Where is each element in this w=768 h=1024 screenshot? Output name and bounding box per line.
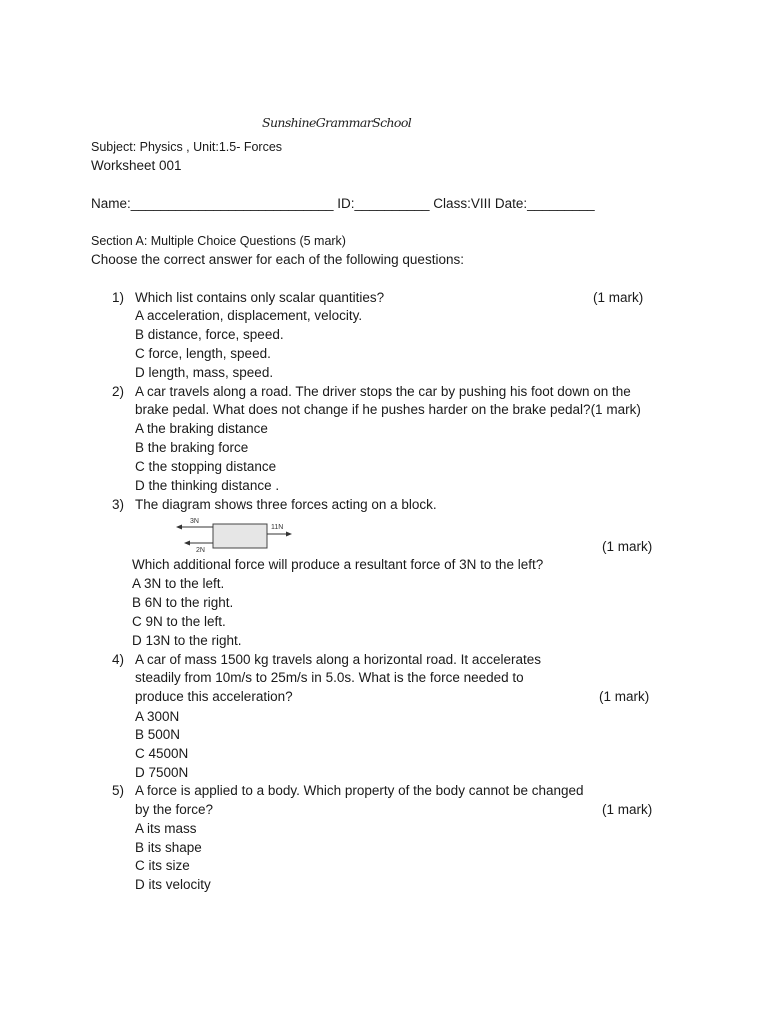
subject-line: Subject: Physics , Unit:1.5- Forces xyxy=(91,140,283,154)
question-number: 5) xyxy=(112,783,125,798)
option-d: D 13N to the right. xyxy=(132,633,242,648)
option-c: C 9N to the left. xyxy=(132,614,226,629)
option-a: A the braking distance xyxy=(135,421,268,436)
question-text: Which list contains only scalar quantities? xyxy=(135,290,385,305)
forces-diagram xyxy=(174,516,294,554)
option-b: B 6N to the right. xyxy=(132,595,234,610)
question-number: 3) xyxy=(112,497,125,512)
option-c: C its size xyxy=(135,858,190,873)
force-arrow-11n-right xyxy=(267,532,292,537)
option-d: D the thinking distance . xyxy=(135,478,280,493)
question-mark: (1 mark) xyxy=(602,539,653,554)
question-text-continued: produce this acceleration? xyxy=(135,689,293,704)
option-b: B its shape xyxy=(135,840,202,855)
force-label-2n: 2N xyxy=(196,547,205,554)
school-name: SunshineGrammarSchool xyxy=(262,115,412,130)
section-title: Section A: Multiple Choice Questions (5 mark) xyxy=(91,234,346,248)
option-a: A 300N xyxy=(135,709,180,724)
option-d: D 7500N xyxy=(135,765,189,780)
question-number: 2) xyxy=(112,384,125,399)
question-text-continued: steadily from 10m/s to 25m/s in 5.0s. What is the force needed to xyxy=(135,670,524,685)
option-c: C the stopping distance xyxy=(135,459,277,474)
option-a: A its mass xyxy=(135,821,197,836)
question-mark: (1 mark) xyxy=(599,689,650,704)
force-label-11n: 11N xyxy=(271,524,284,531)
force-arrow-3n-left xyxy=(176,525,213,530)
question-mark: (1 mark) xyxy=(593,290,644,305)
block xyxy=(213,524,267,548)
option-a: A 3N to the left. xyxy=(132,576,225,591)
worksheet-title: Worksheet 001 xyxy=(91,158,182,173)
student-info-line: Name:___________________________ ID:__________ Class:VIII Date:_________ xyxy=(91,196,595,211)
force-label-3n: 3N xyxy=(190,518,199,525)
question-text: A force is applied to a body. Which property of the body cannot be changed xyxy=(135,783,584,798)
instructions: Choose the correct answer for each of the following questions: xyxy=(91,252,464,267)
option-b: B 500N xyxy=(135,727,181,742)
question-mark: (1 mark) xyxy=(602,802,653,817)
question-text: A car travels along a road. The driver stops the car by pushing his foot down on the xyxy=(135,384,631,399)
option-c: C 4500N xyxy=(135,746,189,761)
option-b: B the braking force xyxy=(135,440,249,455)
question-text-continued: Which additional force will produce a resultant force of 3N to the left? xyxy=(132,557,544,572)
option-d: D length, mass, speed. xyxy=(135,365,274,380)
option-c: C force, length, speed. xyxy=(135,346,271,361)
question-number: 1) xyxy=(112,290,125,305)
question-number: 4) xyxy=(112,652,125,667)
question-text: A car of mass 1500 kg travels along a horizontal road. It accelerates xyxy=(135,652,541,667)
option-a: A acceleration, displacement, velocity. xyxy=(135,308,363,323)
option-b: B distance, force, speed. xyxy=(135,327,284,342)
question-text: The diagram shows three forces acting on a block. xyxy=(135,497,437,512)
option-d: D its velocity xyxy=(135,877,211,892)
question-text-continued: by the force? xyxy=(135,802,214,817)
force-arrow-2n-left xyxy=(184,541,213,546)
question-text-continued: brake pedal. What does not change if he pushes harder on the brake pedal?(1 mark) xyxy=(135,402,641,417)
